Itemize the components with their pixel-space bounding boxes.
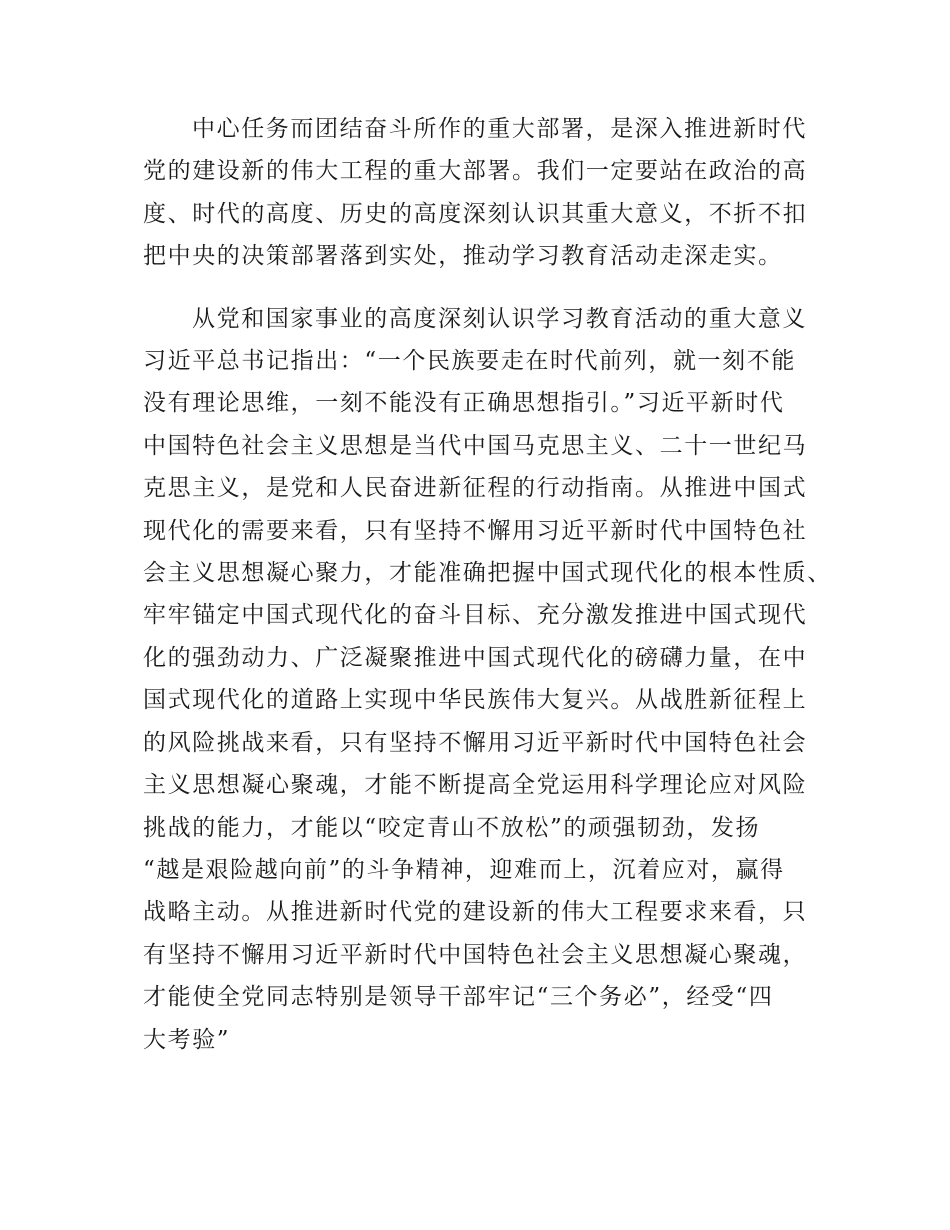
text-line: 挑战的能力，才能以“咬定青山不放松”的顽强韧劲，发扬 <box>143 814 761 841</box>
text-line: 战略主动。从推进新时代党的建设新的伟大工程要求来看，只 <box>143 899 808 926</box>
text-line: 的风险挑战来看，只有坚持不懈用习近平新时代中国特色社会 <box>143 729 808 756</box>
text-line: 主义思想凝心聚魂，才能不断提高全党运用科学理论应对风险 <box>143 772 808 799</box>
text-line: 牢牢锚定中国式现代化的奋斗目标、充分激发推进中国式现代 <box>143 602 808 629</box>
document-body <box>143 108 832 1061</box>
text-line: 度、时代的高度、历史的高度深刻认识其重大意义，不折不扣 <box>143 200 808 227</box>
text-line: 习近平总书记指出：“一个民族要走在时代前列，就一刻不能 <box>143 348 796 375</box>
paragraph-2 <box>143 298 832 1061</box>
paragraph-1 <box>143 108 823 278</box>
text-line: 党的建设新的伟大工程的重大部署。我们一定要站在政治的高 <box>143 158 808 185</box>
text-line: 有坚持不懈用习近平新时代中国特色社会主义思想凝心聚魂， <box>143 941 808 968</box>
text-line: 把中央的决策部署落到实处，推动学习教育活动走深走实。 <box>143 243 783 270</box>
text-line: 大考验” <box>143 1026 231 1053</box>
text-line: 从党和国家事业的高度深刻认识学习教育活动的重大意义 <box>192 305 807 332</box>
text-line: 中心任务而团结奋斗所作的重大部署，是深入推进新时代 <box>192 116 807 142</box>
text-line: 克思主义，是党和人民奋进新征程的行动指南。从推进中国式 <box>143 475 808 502</box>
text-line: 才能使全党同志特别是领导干部牢记“三个务必”，经受“四 <box>143 984 774 1011</box>
text-line: 化的强劲动力、广泛凝聚推进中国式现代化的磅礴力量，在中 <box>143 644 808 671</box>
text-line: 中国特色社会主义思想是当代中国马克思主义、二十一世纪马 <box>143 432 808 459</box>
text-line: “越是艰险越向前”的斗争精神，迎难而上，沉着应对，赢得 <box>143 856 785 883</box>
text-line: 国式现代化的道路上实现中华民族伟大复兴。从战胜新征程上 <box>143 687 808 714</box>
text-line: 现代化的需要来看，只有坚持不懈用习近平新时代中国特色社 <box>143 517 808 544</box>
text-line: 没有理论思维，一刻不能没有正确思想指引。”习近平新时代 <box>143 390 785 417</box>
text-line: 会主义思想凝心聚力，才能准确把握中国式现代化的根本性质、 <box>143 560 832 587</box>
